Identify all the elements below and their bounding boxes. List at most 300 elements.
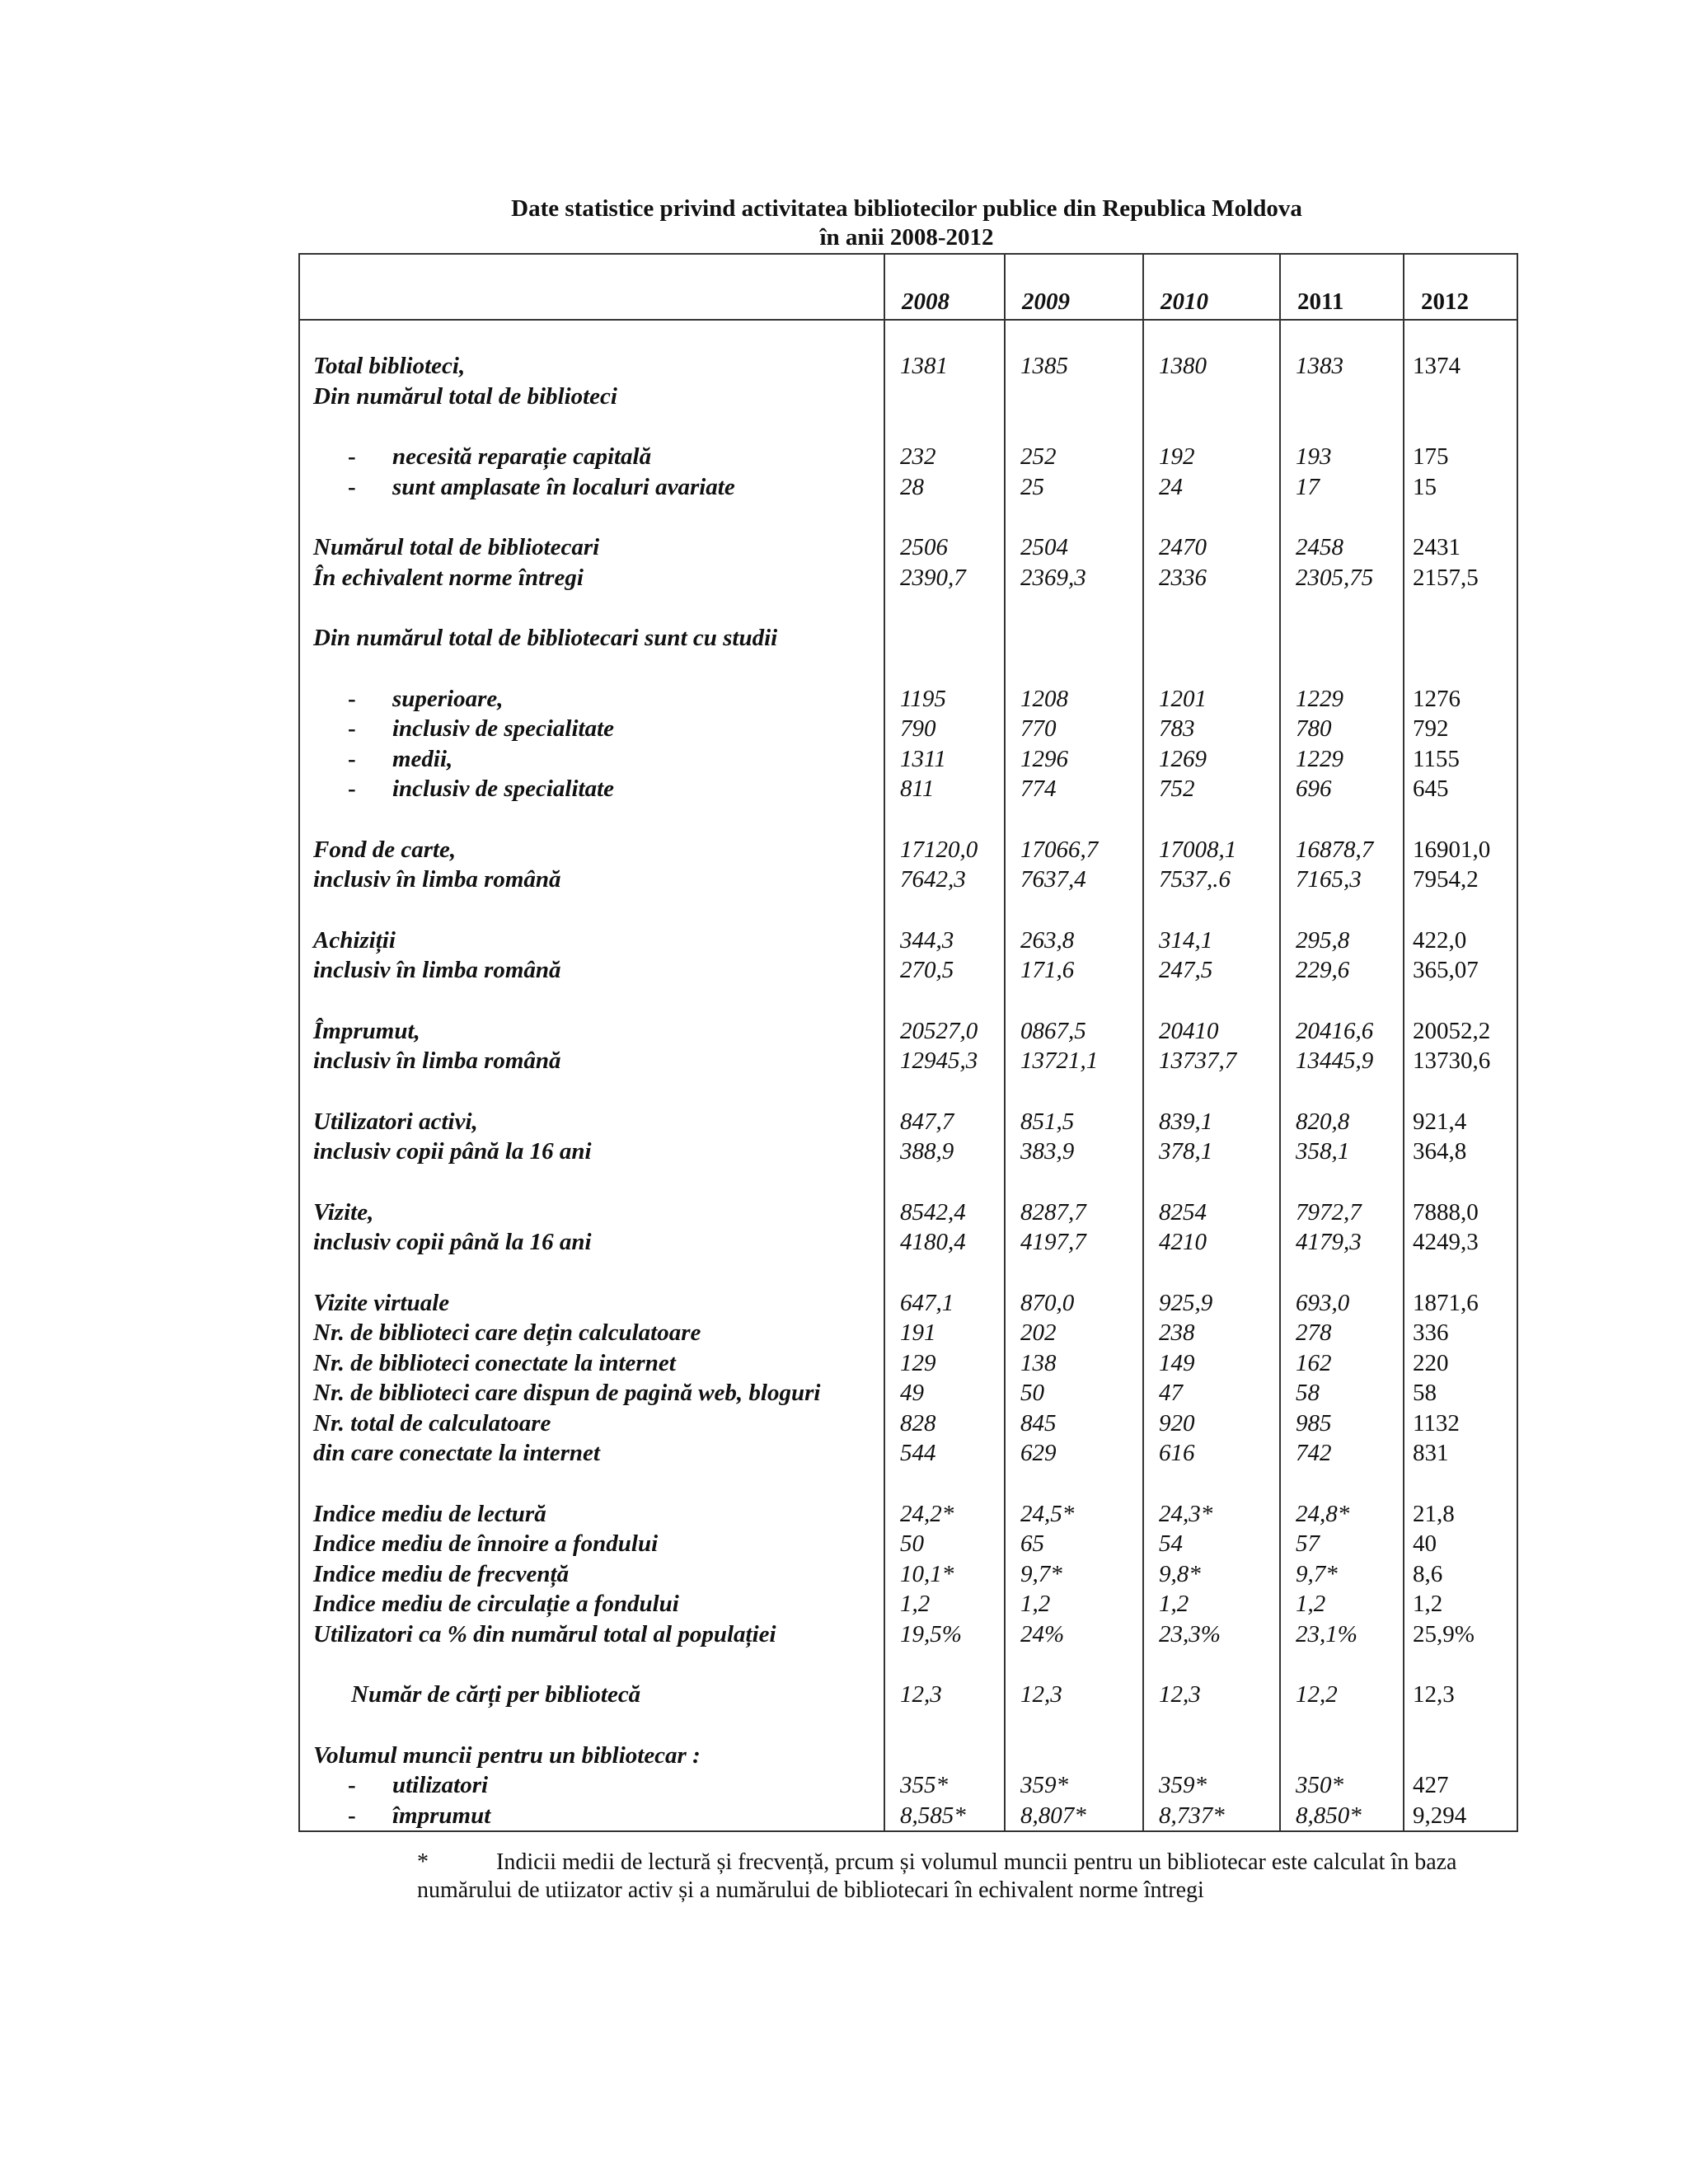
- value-cell: [1280, 382, 1404, 412]
- value-cell: 191: [884, 1318, 1005, 1348]
- value-cell: [1280, 986, 1404, 1016]
- value-cell: [1005, 502, 1143, 532]
- value-cell: 7888,0: [1404, 1197, 1517, 1228]
- row-label: [299, 623, 884, 654]
- value-cell: [1280, 654, 1404, 684]
- value-cell: [1404, 1741, 1517, 1771]
- value-cell: 774: [1005, 774, 1143, 804]
- row-label-text: Nr. de biblioteci conectate la internet: [313, 1349, 676, 1376]
- value-cell: [1280, 593, 1404, 623]
- value-cell: 138: [1005, 1348, 1143, 1379]
- row-label-text: inclusiv de specialitate: [392, 715, 615, 742]
- value-cell: 12945,3: [884, 1046, 1005, 1076]
- row-label: [299, 684, 884, 715]
- row-label: [299, 382, 884, 412]
- spacer-row: [299, 411, 1517, 442]
- value-cell: 1155: [1404, 744, 1517, 775]
- value-cell: 1269: [1143, 744, 1280, 775]
- value-cell: [1005, 1710, 1143, 1741]
- value-cell: 828: [884, 1408, 1005, 1439]
- row-label: [299, 1408, 884, 1439]
- value-cell: 50: [884, 1529, 1005, 1559]
- value-cell: [1280, 1167, 1404, 1197]
- value-cell: [1005, 895, 1143, 926]
- value-cell: [1005, 593, 1143, 623]
- table-row: [299, 1408, 1517, 1439]
- value-cell: 12,3: [1404, 1680, 1517, 1710]
- value-cell: 422,0: [1404, 926, 1517, 956]
- value-cell: 263,8: [1005, 926, 1143, 956]
- value-cell: [1404, 1649, 1517, 1680]
- table-row: [299, 1378, 1517, 1408]
- value-cell: 1381: [884, 351, 1005, 382]
- value-cell: 8,850*: [1280, 1801, 1404, 1832]
- value-cell: 0867,5: [1005, 1016, 1143, 1047]
- value-cell: 870,0: [1005, 1288, 1143, 1319]
- value-cell: [1143, 895, 1280, 926]
- table-row: [299, 382, 1517, 412]
- value-cell: 7954,2: [1404, 865, 1517, 895]
- row-label-text: inclusiv în limba română: [313, 957, 561, 983]
- row-label-text: Total biblioteci,: [313, 353, 466, 379]
- value-cell: 344,3: [884, 926, 1005, 956]
- value-cell: 21,8: [1404, 1499, 1517, 1530]
- value-cell: [884, 654, 1005, 684]
- value-cell: 16878,7: [1280, 835, 1404, 865]
- value-cell: 1374: [1404, 351, 1517, 382]
- row-label-text: Nr. de biblioteci care dețin calculatoare: [313, 1319, 701, 1346]
- value-cell: 252: [1005, 442, 1143, 472]
- row-label-text: Număr de cărți per bibliotecă: [351, 1681, 641, 1708]
- value-cell: 4210: [1143, 1227, 1280, 1258]
- value-cell: [884, 1469, 1005, 1499]
- row-label-text: utilizatori: [392, 1772, 489, 1798]
- value-cell: [1404, 382, 1517, 412]
- table-row: [299, 1438, 1517, 1469]
- spacer-row: [299, 895, 1517, 926]
- value-cell: [1143, 804, 1280, 835]
- value-cell: 8254: [1143, 1197, 1280, 1228]
- value-cell: 8,6: [1404, 1559, 1517, 1590]
- value-cell: 2390,7: [884, 563, 1005, 593]
- value-cell: 839,1: [1143, 1107, 1280, 1137]
- value-cell: 2458: [1280, 532, 1404, 563]
- spacer-row: [299, 593, 1517, 623]
- row-label: [299, 1619, 884, 1650]
- value-cell: 238: [1143, 1318, 1280, 1348]
- header-year: 2012: [1404, 254, 1517, 320]
- value-cell: [1005, 1649, 1143, 1680]
- row-label: [299, 744, 884, 775]
- table-row: [299, 835, 1517, 865]
- value-cell: 336: [1404, 1318, 1517, 1348]
- table-row: [299, 1619, 1517, 1650]
- spacer-row: [299, 1469, 1517, 1499]
- value-cell: [1143, 1258, 1280, 1288]
- value-cell: 378,1: [1143, 1137, 1280, 1167]
- row-label: [299, 502, 884, 532]
- value-cell: 388,9: [884, 1137, 1005, 1167]
- statistics-table: [298, 253, 1518, 1832]
- bullet-dash: -: [348, 745, 356, 772]
- row-label: [299, 1348, 884, 1379]
- value-cell: [1404, 986, 1517, 1016]
- value-cell: [1143, 654, 1280, 684]
- value-cell: 2506: [884, 532, 1005, 563]
- row-label-text: Indice mediu de circulație a fondului: [313, 1591, 679, 1617]
- value-cell: [1404, 804, 1517, 835]
- row-label-text: inclusiv copii până la 16 ani: [313, 1229, 592, 1255]
- value-cell: 7537,.6: [1143, 865, 1280, 895]
- value-cell: [1404, 1076, 1517, 1107]
- value-cell: [1280, 804, 1404, 835]
- value-cell: 20052,2: [1404, 1016, 1517, 1047]
- value-cell: 193: [1280, 442, 1404, 472]
- row-label-text: medii,: [392, 745, 453, 772]
- value-cell: 8,737*: [1143, 1801, 1280, 1832]
- value-cell: 314,1: [1143, 926, 1280, 956]
- value-cell: 820,8: [1280, 1107, 1404, 1137]
- row-label: [299, 532, 884, 563]
- spacer-row: [299, 502, 1517, 532]
- row-label: [299, 895, 884, 926]
- row-label: [299, 1469, 884, 1499]
- value-cell: 278: [1280, 1318, 1404, 1348]
- spacer-row: [299, 654, 1517, 684]
- value-cell: 9,294: [1404, 1801, 1517, 1832]
- value-cell: [884, 320, 1005, 351]
- row-label-text: din care conectate la internet: [313, 1440, 600, 1466]
- row-label: [299, 1046, 884, 1076]
- value-cell: [1143, 1076, 1280, 1107]
- value-cell: 129: [884, 1348, 1005, 1379]
- value-cell: [1143, 320, 1280, 351]
- value-cell: 2369,3: [1005, 563, 1143, 593]
- row-label: [299, 1016, 884, 1047]
- table-row: [299, 1197, 1517, 1228]
- row-label-text: Nr. total de calculatoare: [313, 1409, 551, 1436]
- table-row: [299, 865, 1517, 895]
- row-label: [299, 320, 884, 351]
- value-cell: [1143, 411, 1280, 442]
- value-cell: 1,2: [1404, 1589, 1517, 1619]
- value-cell: 985: [1280, 1408, 1404, 1439]
- row-label: [299, 1438, 884, 1469]
- value-cell: [884, 1741, 1005, 1771]
- row-label: [299, 1258, 884, 1288]
- value-cell: [1005, 382, 1143, 412]
- value-cell: 57: [1280, 1529, 1404, 1559]
- table-row: [299, 1288, 1517, 1319]
- value-cell: 544: [884, 1438, 1005, 1469]
- header-year: 2009: [1005, 254, 1143, 320]
- value-cell: 358,1: [1280, 1137, 1404, 1167]
- value-cell: 58: [1404, 1378, 1517, 1408]
- value-cell: 2504: [1005, 532, 1143, 563]
- value-cell: 847,7: [884, 1107, 1005, 1137]
- value-cell: 4197,7: [1005, 1227, 1143, 1258]
- row-label-text: Volumul muncii pentru un bibliotecar :: [313, 1741, 701, 1769]
- row-label: [299, 351, 884, 382]
- spacer-row: [299, 1649, 1517, 1680]
- value-cell: [1280, 895, 1404, 926]
- value-cell: 364,8: [1404, 1137, 1517, 1167]
- value-cell: 24: [1143, 472, 1280, 503]
- table-row: [299, 623, 1517, 654]
- row-label: [299, 1710, 884, 1741]
- value-cell: [884, 1167, 1005, 1197]
- value-cell: 790: [884, 714, 1005, 744]
- row-label-text: Indice mediu de înnoire a fondului: [313, 1530, 659, 1557]
- value-cell: 770: [1005, 714, 1143, 744]
- table-row: [299, 1107, 1517, 1137]
- value-cell: 40: [1404, 1529, 1517, 1559]
- value-cell: [1280, 502, 1404, 532]
- row-label: [299, 1288, 884, 1319]
- row-label: [299, 1770, 884, 1801]
- value-cell: 9,8*: [1143, 1559, 1280, 1590]
- value-cell: 383,9: [1005, 1137, 1143, 1167]
- value-cell: [1005, 320, 1143, 351]
- row-label-text: inclusiv în limba română: [313, 1047, 561, 1074]
- value-cell: 13737,7: [1143, 1046, 1280, 1076]
- title-line-2: în anii 2008-2012: [819, 224, 994, 251]
- value-cell: 1195: [884, 684, 1005, 715]
- value-cell: [1404, 654, 1517, 684]
- value-cell: [1005, 623, 1143, 654]
- value-cell: 925,9: [1143, 1288, 1280, 1319]
- value-cell: 295,8: [1280, 926, 1404, 956]
- value-cell: 13721,1: [1005, 1046, 1143, 1076]
- row-label: [299, 1529, 884, 1559]
- value-cell: 50: [1005, 1378, 1143, 1408]
- value-cell: 9,7*: [1280, 1559, 1404, 1590]
- row-label-text: Din numărul total de biblioteci: [313, 382, 617, 410]
- row-label-text: superioare,: [392, 685, 504, 712]
- row-label-text: În echivalent norme întregi: [313, 564, 584, 591]
- row-label: [299, 774, 884, 804]
- value-cell: 20410: [1143, 1016, 1280, 1047]
- value-cell: 175: [1404, 442, 1517, 472]
- value-cell: 693,0: [1280, 1288, 1404, 1319]
- table-row: [299, 563, 1517, 593]
- value-cell: [1280, 1076, 1404, 1107]
- value-cell: 23,3%: [1143, 1619, 1280, 1650]
- spacer-row: [299, 320, 1517, 351]
- row-label: [299, 1318, 884, 1348]
- value-cell: [1280, 1649, 1404, 1680]
- table-row: [299, 714, 1517, 744]
- table-row: [299, 1499, 1517, 1530]
- value-cell: 7642,3: [884, 865, 1005, 895]
- value-cell: 17066,7: [1005, 835, 1143, 865]
- row-label: [299, 1107, 884, 1137]
- value-cell: [1005, 1076, 1143, 1107]
- value-cell: 13730,6: [1404, 1046, 1517, 1076]
- table-row: [299, 684, 1517, 715]
- row-label: [299, 1499, 884, 1530]
- row-label: [299, 654, 884, 684]
- row-label-text: Vizite virtuale: [313, 1289, 450, 1316]
- value-cell: 783: [1143, 714, 1280, 744]
- value-cell: 25: [1005, 472, 1143, 503]
- value-cell: 616: [1143, 1438, 1280, 1469]
- row-label-text: Achiziții: [313, 926, 396, 954]
- value-cell: [884, 502, 1005, 532]
- table-row: [299, 1801, 1517, 1832]
- bullet-dash: -: [348, 1802, 356, 1829]
- value-cell: 1871,6: [1404, 1288, 1517, 1319]
- value-cell: 2157,5: [1404, 563, 1517, 593]
- value-cell: 359*: [1143, 1770, 1280, 1801]
- value-cell: [884, 986, 1005, 1016]
- spacer-row: [299, 804, 1517, 835]
- value-cell: 629: [1005, 1438, 1143, 1469]
- row-label: [299, 1197, 884, 1228]
- value-cell: [1143, 623, 1280, 654]
- row-label: [299, 1589, 884, 1619]
- row-label: [299, 472, 884, 503]
- table-row: [299, 1016, 1517, 1047]
- footnote-marker: *: [417, 1849, 429, 1875]
- spacer-row: [299, 1258, 1517, 1288]
- value-cell: 647,1: [884, 1288, 1005, 1319]
- value-cell: [1404, 320, 1517, 351]
- value-cell: 8,585*: [884, 1801, 1005, 1832]
- value-cell: 2470: [1143, 532, 1280, 563]
- value-cell: 54: [1143, 1529, 1280, 1559]
- value-cell: [1143, 986, 1280, 1016]
- value-cell: 270,5: [884, 955, 1005, 986]
- value-cell: 17008,1: [1143, 835, 1280, 865]
- row-label: [299, 563, 884, 593]
- value-cell: [1005, 411, 1143, 442]
- row-label: [299, 1167, 884, 1197]
- value-cell: 845: [1005, 1408, 1143, 1439]
- footnote-text: Indicii medii de lectură și frecvență, prcum și volumul muncii pentru un bibliotecar este calculat în baza numărului de utiizator activ și a numărului de bibliotecari în echivalent norme întregi: [417, 1849, 1457, 1903]
- value-cell: 1132: [1404, 1408, 1517, 1439]
- table-row: [299, 1529, 1517, 1559]
- spacer-row: [299, 1710, 1517, 1741]
- value-cell: [1404, 1710, 1517, 1741]
- value-cell: [1143, 593, 1280, 623]
- value-cell: 192: [1143, 442, 1280, 472]
- value-cell: 8,807*: [1005, 1801, 1143, 1832]
- bullet-dash: -: [348, 473, 356, 500]
- value-cell: 4179,3: [1280, 1227, 1404, 1258]
- table-row: [299, 1318, 1517, 1348]
- row-label-text: Numărul total de bibliotecari: [313, 534, 600, 560]
- value-cell: 220: [1404, 1348, 1517, 1379]
- row-label-text: Utilizatori activi,: [313, 1108, 478, 1135]
- value-cell: 1229: [1280, 744, 1404, 775]
- value-cell: [884, 804, 1005, 835]
- value-cell: 58: [1280, 1378, 1404, 1408]
- value-cell: [884, 895, 1005, 926]
- value-cell: 851,5: [1005, 1107, 1143, 1137]
- value-cell: 20527,0: [884, 1016, 1005, 1047]
- row-label: [299, 955, 884, 986]
- value-cell: 752: [1143, 774, 1280, 804]
- value-cell: 1,2: [1005, 1589, 1143, 1619]
- value-cell: 247,5: [1143, 955, 1280, 986]
- value-cell: 149: [1143, 1348, 1280, 1379]
- value-cell: [1143, 1710, 1280, 1741]
- row-label: [299, 593, 884, 623]
- value-cell: 13445,9: [1280, 1046, 1404, 1076]
- value-cell: [1404, 1469, 1517, 1499]
- value-cell: 1201: [1143, 684, 1280, 715]
- row-label: [299, 1741, 884, 1771]
- value-cell: 780: [1280, 714, 1404, 744]
- header-year: 2010: [1143, 254, 1280, 320]
- value-cell: 229,6: [1280, 955, 1404, 986]
- value-cell: 24,3*: [1143, 1499, 1280, 1530]
- value-cell: 350*: [1280, 1770, 1404, 1801]
- value-cell: [884, 1258, 1005, 1288]
- row-label: [299, 865, 884, 895]
- header-label-cell: [299, 254, 884, 320]
- value-cell: [1005, 804, 1143, 835]
- value-cell: 12,3: [1005, 1680, 1143, 1710]
- table-row: [299, 1046, 1517, 1076]
- value-cell: 49: [884, 1378, 1005, 1408]
- value-cell: 10,1*: [884, 1559, 1005, 1590]
- value-cell: 162: [1280, 1348, 1404, 1379]
- row-label-text: Indice mediu de frecvență: [313, 1560, 570, 1587]
- value-cell: [884, 1649, 1005, 1680]
- value-cell: 920: [1143, 1408, 1280, 1439]
- row-label-text: împrumut: [392, 1802, 491, 1829]
- value-cell: 15: [1404, 472, 1517, 503]
- value-cell: 47: [1143, 1378, 1280, 1408]
- table-row: [299, 1770, 1517, 1801]
- value-cell: [884, 1710, 1005, 1741]
- value-cell: 24,5*: [1005, 1499, 1143, 1530]
- value-cell: 12,3: [884, 1680, 1005, 1710]
- value-cell: 1380: [1143, 351, 1280, 382]
- value-cell: 1,2: [884, 1589, 1005, 1619]
- value-cell: [1280, 1469, 1404, 1499]
- value-cell: [1143, 502, 1280, 532]
- value-cell: 4249,3: [1404, 1227, 1517, 1258]
- row-label: [299, 986, 884, 1016]
- value-cell: [1005, 1167, 1143, 1197]
- value-cell: [1005, 654, 1143, 684]
- value-cell: 742: [1280, 1438, 1404, 1469]
- value-cell: 24,2*: [884, 1499, 1005, 1530]
- value-cell: 1,2: [1143, 1589, 1280, 1619]
- value-cell: [1280, 411, 1404, 442]
- table-row: [299, 1589, 1517, 1619]
- value-cell: [1005, 1258, 1143, 1288]
- table-row: [299, 1227, 1517, 1258]
- value-cell: [1280, 623, 1404, 654]
- row-label: [299, 1559, 884, 1590]
- table-row: [299, 1559, 1517, 1590]
- row-label-text: Nr. de biblioteci care dispun de pagină web, bloguri: [313, 1380, 821, 1406]
- value-cell: [1143, 1649, 1280, 1680]
- header-year: 2008: [884, 254, 1005, 320]
- value-cell: 696: [1280, 774, 1404, 804]
- value-cell: [1280, 1741, 1404, 1771]
- row-label-text: necesită reparație capitală: [392, 443, 652, 470]
- value-cell: 2431: [1404, 532, 1517, 563]
- row-label-text: Utilizatori ca % din numărul total al populației: [313, 1620, 776, 1647]
- value-cell: [884, 382, 1005, 412]
- row-label-text: Împrumut,: [313, 1017, 420, 1044]
- value-cell: 355*: [884, 1770, 1005, 1801]
